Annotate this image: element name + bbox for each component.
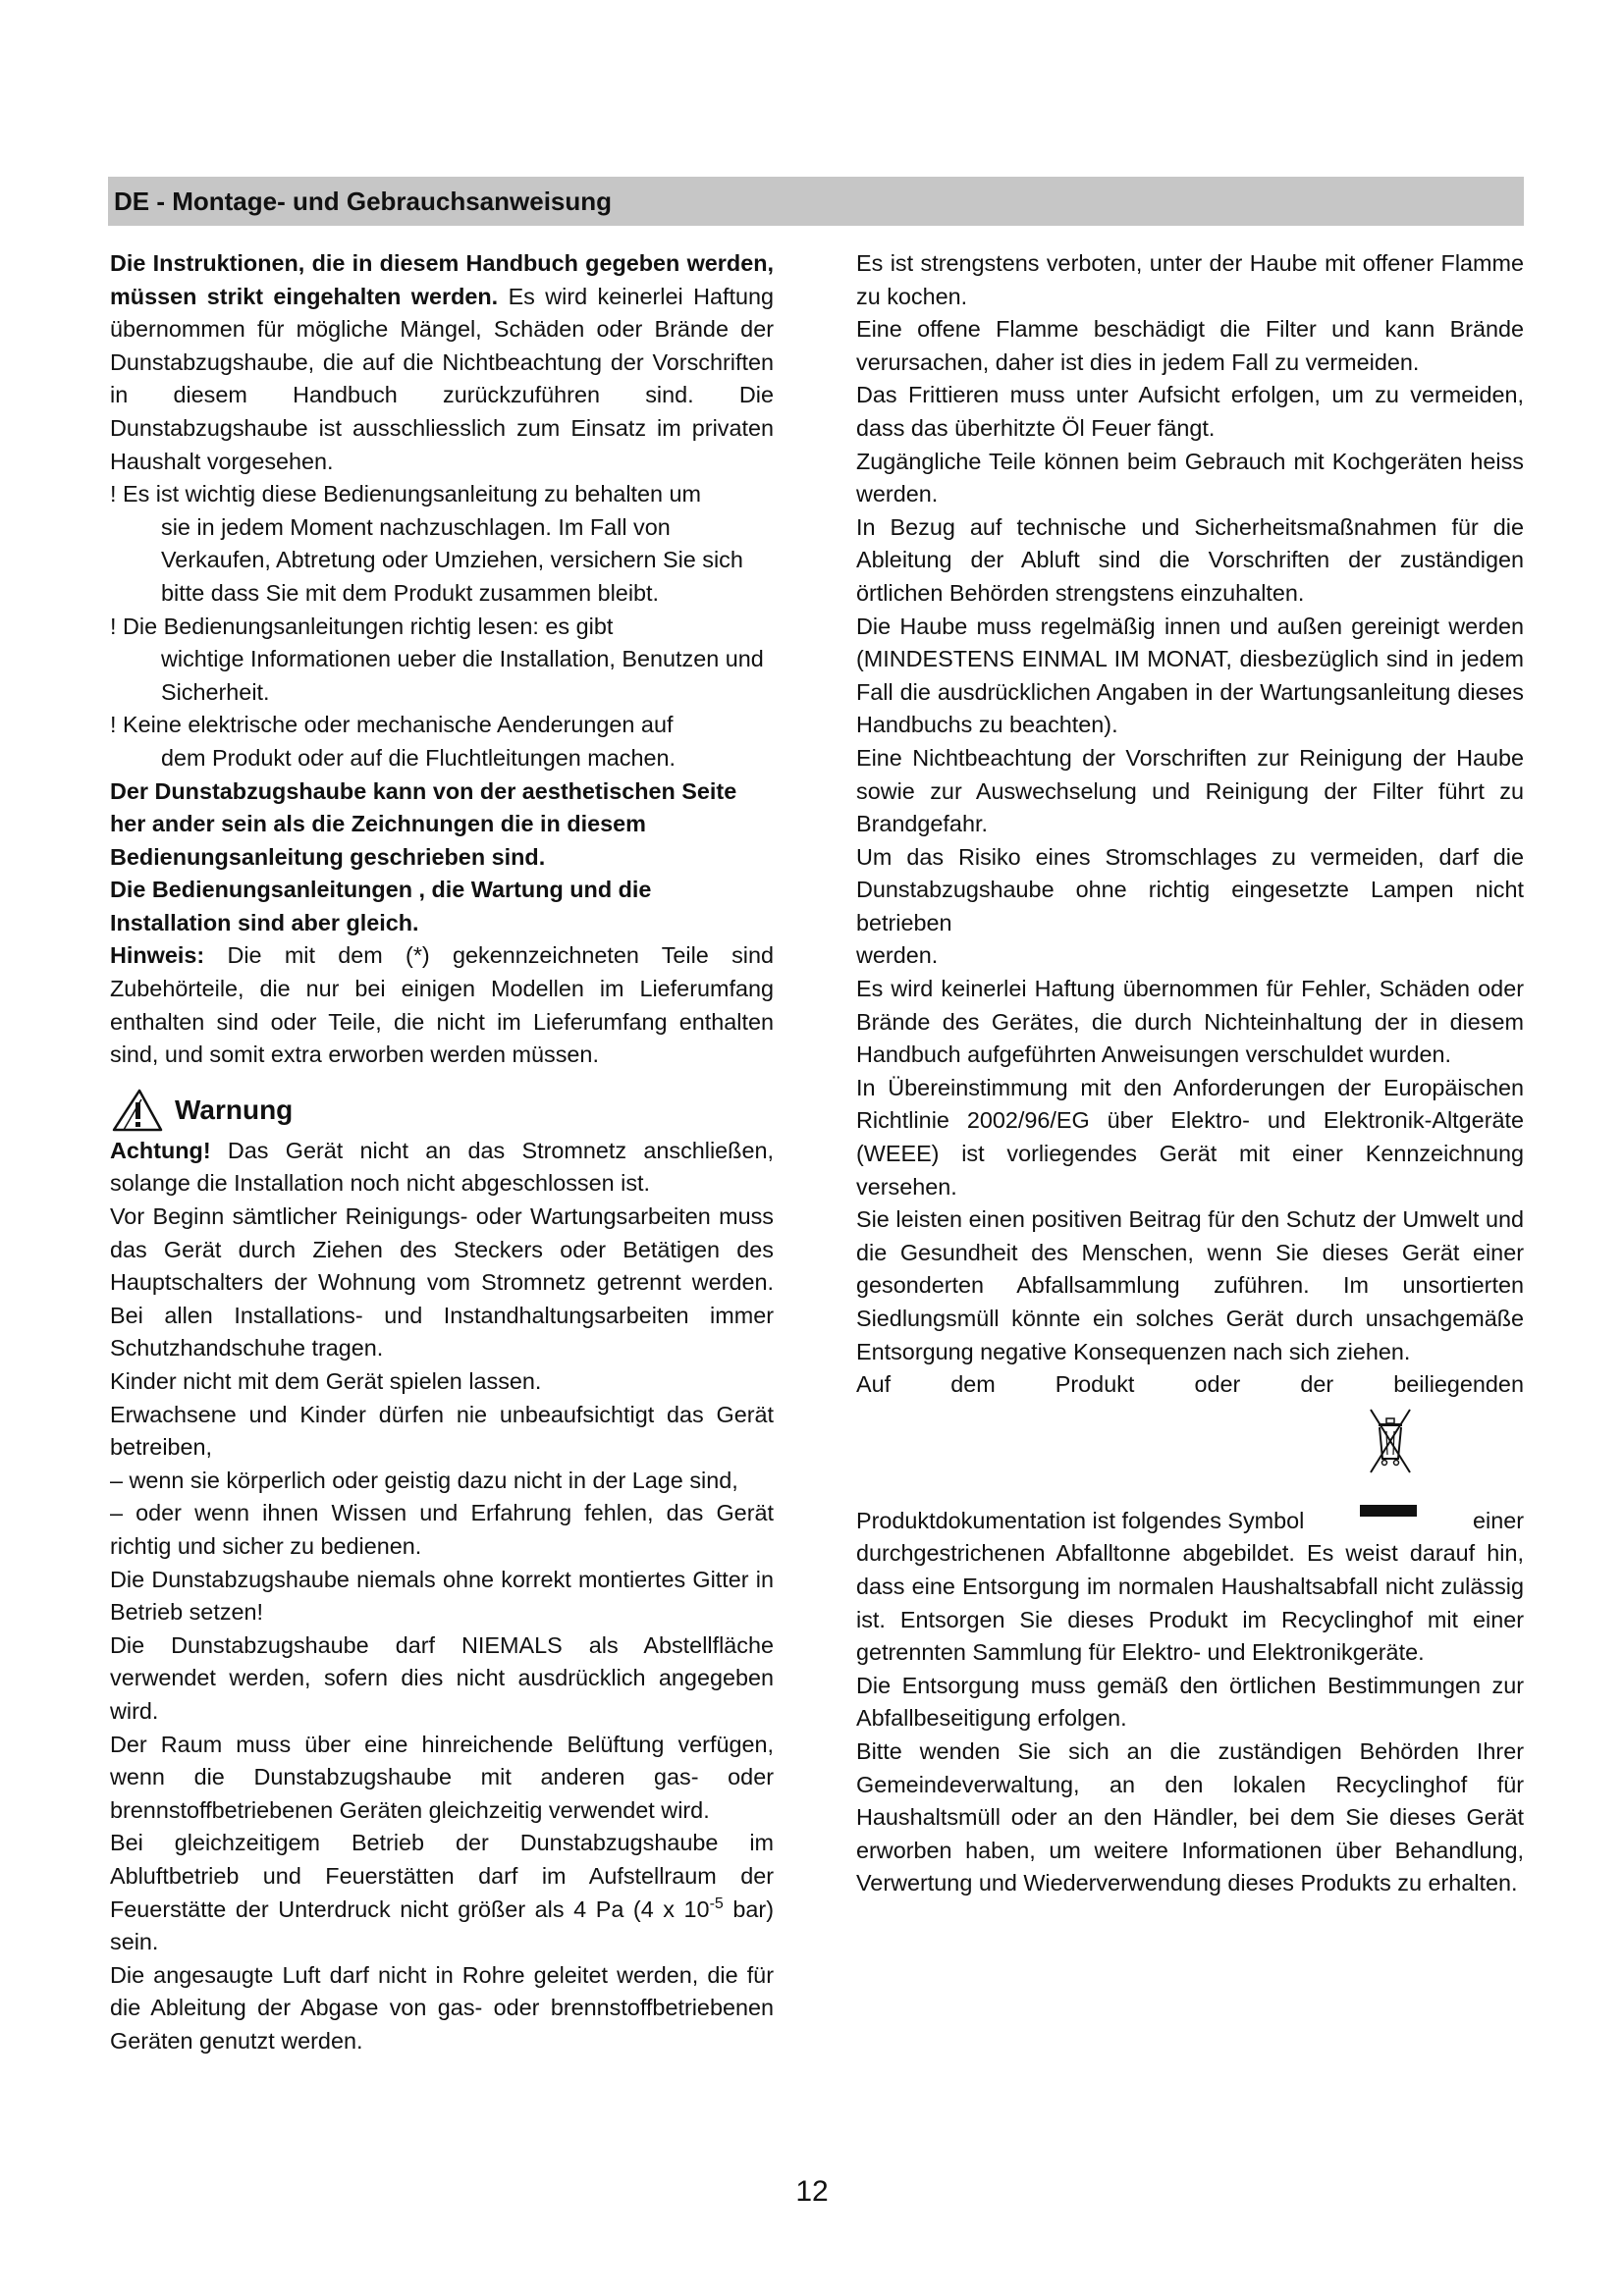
paragraph: Die Dunstabzugshaube darf NIEMALS als Abstellfläche verwendet werden, sofern dies nicht ausdrücklich angegeben wird. [110,1631,774,1724]
bold-note-design: Der Dunstabzugshaube kann von der aesthetischen Seite her ander sein als die Zeichnungen die in diesem Bedienungsanleitung geschrieben sind. [110,777,737,870]
paragraph: Um das Risiko eines Stromschlages zu vermeiden, darf die Dunstabzugshaube ohne richtig eingesetzte Lampen nicht betrieben [856,843,1524,935]
symbol-line [856,1505,1524,1538]
bold-note-same: Die Bedienungsanleitungen , die Wartung und die Installation sind aber gleich. [110,877,652,935]
word: der [1300,1371,1334,1398]
paragraph: durchgestrichenen Abfalltonne abgebildet. Es weist darauf hin, dass eine Entsorgung im normalen Haushaltsabfall nicht zulässig ist. Entsorgen Sie dieses Produkt im Recyclinghof mit einer getrennten Sammlung für Elektro- und Elektronikgeräte. [856,1540,1524,1666]
warning-triangle-icon [110,1088,165,1133]
paragraph: Der Raum muss über eine hinreichende Belüftung verfügen, wenn die Dunstabzugshaube mit anderen gas- oder brennstoffbetriebenen Geräten gleichzeitig verwendet wird. [110,1731,774,1823]
left-column [110,247,774,2057]
intro-paragraph [110,247,774,478]
paragraph: Erwachsene und Kinder dürfen nie unbeaufsichtigt das Gerät betreiben, [110,1401,774,1461]
paragraph: Die angesaugte Luft darf nicht in Rohre geleitet werden, die für die Ableitung der Abgase von gas- oder brennstoffbetriebenen Geräten genutzt werden. [110,1961,774,2054]
symbol-line-end: einer [1472,1507,1524,1533]
word: dem [950,1371,996,1398]
section-header [108,177,1524,226]
pressure-end: bar) sein. [110,1896,774,1955]
bullet-item [110,478,774,610]
achtung-text: Das Gerät nicht an das Stromnetz anschließen, solange die Installation noch nicht abgeschlossen ist. [110,1137,774,1197]
paragraph: Die Haube muss regelmäßig innen und außen gereinigt werden (MINDESTENS EINMAL IM MONAT, diesbezüglich sind in jedem Fall die ausdrücklichen Angaben in der Wartungsanleitung dieses Handbuchs zu beachten). [856,613,1524,738]
paragraph: Das Frittieren muss unter Aufsicht erfolgen, um zu vermeiden, dass das überhitzte Öl Feuer fängt. [856,382,1524,441]
bullet-rest: wichtige Informationen ueber die Installation, Benutzen und Sicherheit. [161,646,764,705]
paragraph: Die Entsorgung muss gemäß den örtlichen Bestimmungen zur Abfallbeseitigung erfolgen. [856,1672,1524,1732]
word: Produkt [1055,1371,1135,1398]
crossed-bin-icon [1367,1404,1414,1482]
pressure-paragraph [110,1827,774,1958]
page-number: 12 [795,2175,829,2208]
hinweis-label: Hinweis: [110,942,205,969]
section-title: DE - Montage- und Gebrauchsanweisung [114,187,613,216]
bullet-first-line: Die Bedienungsanleitungen richtig lesen: es gibt [123,613,614,639]
bullet-item [110,709,774,774]
paragraph: werden. [856,942,939,969]
achtung-label: Achtung! [110,1137,211,1163]
black-bar-symbol [1360,1505,1417,1517]
symbol-line-start: Produktdokumentation ist folgendes Symbol [856,1507,1305,1533]
paragraph: Es wird keinerlei Haftung übernommen für Fehler, Schäden oder Brände des Gerätes, die durch Nichteinhaltung der in diesem Handbuch aufgeführten Anweisungen verschuldet wurden. [856,976,1524,1068]
paragraph: – wenn sie körperlich oder geistig dazu nicht in der Lage sind, [110,1467,738,1493]
warning-title: Warnung [175,1095,294,1126]
bullet-mark: ! [110,613,117,639]
bullet-rest: sie in jedem Moment nachzuschlagen. Im Fall von Verkaufen, Abtretung oder Umziehen, versichern Sie sich bitte dass Sie mit dem Produkt zusammen bleibt. [161,513,743,606]
word: beiliegenden [1393,1371,1524,1398]
paragraph: Eine offene Flamme beschädigt die Filter und kann Brände verursachen, daher ist dies in jedem Fall zu vermeiden. [856,316,1524,375]
spread-line [856,1368,1524,1402]
bullet-mark: ! [110,712,117,738]
word: oder [1194,1371,1241,1398]
pressure-exponent: -5 [709,1895,724,1912]
bullet-mark: ! [110,481,117,507]
paragraph: In Übereinstimmung mit den Anforderungen der Europäischen Richtlinie 2002/96/EG über Elektro- und Elektronik-Altgeräte (WEEE) ist vorliegendes Gerät mit einer Kennzeichnung versehen. [856,1074,1524,1200]
bullet-rest: dem Produkt oder auf die Fluchtleitungen machen. [161,744,677,771]
weee-symbol-area [856,1402,1524,1505]
pressure-text: Bei gleichzeitigem Betrieb der Dunstabzugshaube im Abluftbetrieb und Feuerstätten darf im Aufstellraum der Feuerstätte der Unterdruck nicht größer als 4 Pa (4 x 10 [110,1830,774,1922]
word: Auf [856,1371,892,1398]
intro-text: Es wird keinerlei Haftung übernommen für mögliche Mängel, Schäden oder Brände der Dunstabzugshaube, die auf die Nichtbeachtung der Vorschriften in diesem Handbuch zurückzuführen sind. Die Dunstabzugshaube ist ausschliesslich zum Einsatz im privaten Haushalt vorgesehen. [110,283,774,474]
achtung-paragraph [110,1135,774,1201]
warning-heading [110,1088,774,1133]
paragraph: Es ist strengstens verboten, unter der Haube mit offener Flamme zu kochen. [856,250,1524,309]
paragraph: Vor Beginn sämtlicher Reinigungs- oder Wartungsarbeiten muss das Gerät durch Ziehen des Steckers oder Betätigen des Hauptschalters der Wohnung vom Stromnetz getrennt werden. Bei allen Installations- und Instandhaltungsarbeiten immer Schutzhandschuhe tragen. [110,1203,774,1362]
paragraph: Zugängliche Teile können beim Gebrauch mit Kochgeräten heiss werden. [856,448,1524,507]
paragraph: In Bezug auf technische und Sicherheitsmaßnahmen für die Ableitung der Abluft sind die Vorschriften der zuständigen örtlichen Behörden strengstens einzuhalten. [856,513,1524,606]
bullet-item [110,611,774,710]
paragraph: Bitte wenden Sie sich an die zuständigen Behörden Ihrer Gemeindeverwaltung, an den lokalen Recyclinghof für Haushaltsmüll oder an den Händler, bei dem Sie dieses Gerät erworben haben, um weitere Informationen über Behandlung, Verwertung und Wiederverwendung dieses Produkts zu erhalten. [856,1737,1524,1896]
paragraph: Kinder nicht mit dem Gerät spielen lassen. [110,1368,542,1394]
hinweis-paragraph [110,939,774,1071]
bullet-first-line: Keine elektrische oder mechanische Aenderungen auf [123,712,674,738]
paragraph: Sie leisten einen positiven Beitrag für den Schutz der Umwelt und die Gesundheit des Menschen, wenn Sie dieses Gerät einer gesonderten Abfallsammlung zuführen. Im unsortierten Siedlungsmüll könnte ein solches Gerät durch unsachgemäße Entsorgung negative Konsequenzen nach sich ziehen. [856,1206,1524,1364]
paragraph: Die Dunstabzugshaube niemals ohne korrekt montiertes Gitter in Betrieb setzen! [110,1566,774,1626]
intro-bold: Die Instruktionen, die in diesem Handbuch gegeben werden, müssen strikt eingehalten werden. [110,250,774,309]
hinweis-text: Die mit dem (*) gekennzeichneten Teile sind Zubehörteile, die nur bei einigen Modellen im Lieferumfang enthalten sind oder Teile, die nicht im Lieferumfang enthalten sind, und somit extra erworben werden müssen. [110,942,774,1068]
bullet-first-line: Es ist wichtig diese Bedienungsanleitung zu behalten um [123,481,702,507]
paragraph: Eine Nichtbeachtung der Vorschriften zur Reinigung der Haube sowie zur Auswechselung und Reinigung der Filter führt zu Brandgefahr. [856,744,1524,837]
paragraph: – oder wenn ihnen Wissen und Erfahrung fehlen, das Gerät richtig und sicher zu bedienen. [110,1500,774,1559]
right-column [856,247,1524,1900]
